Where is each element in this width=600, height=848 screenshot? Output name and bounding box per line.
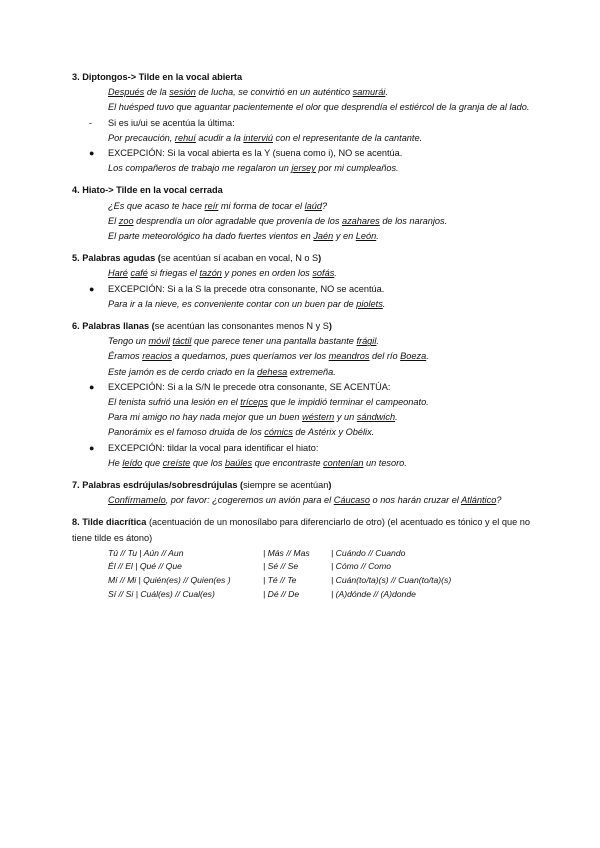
example-line: Los compañeros de trabajo me regalaron un jersey por mi cumpleaños. (108, 163, 399, 174)
section-diacritica (72, 515, 542, 601)
section-title: 4. Hiato-> Tilde en la vocal cerrada (72, 185, 223, 196)
section-title: 3. Diptongos-> Tilde en la vocal abierta (72, 72, 243, 82)
bullet-icon: ● (89, 381, 95, 392)
diacritic-table (72, 547, 542, 601)
bullet-icon: ● (89, 283, 95, 294)
diacritic-cell: | Cuándo // Cuando (331, 547, 406, 558)
section-title: 5. Palabras agudas (se acentúan sí acaban en vocal, N o S) (72, 253, 322, 264)
diacritic-cell: | (A)dónde // (A)donde (331, 588, 416, 599)
section-diptongos (72, 70, 542, 176)
example-line: Para ir a la nieve, es conveniente contar con un buen par de piolets. (108, 298, 386, 309)
example-line: El zoo desprendía un olor agradable que provenía de los azahares de los naranjos. (108, 215, 448, 226)
example-line: Después de la sesión de lucha, se convirtió en un auténtico samurái. (108, 87, 388, 98)
bullet-icon: ● (89, 442, 95, 453)
diacritic-cell: Él // El | Qué // Que (108, 561, 182, 572)
rule-item: - Si es iu/ui se acentúa la última: (72, 116, 542, 131)
exception-item: ● EXCEPCIÓN: Si a la S/N le precede otra consonante, SE ACENTÚA: (72, 380, 542, 395)
section-agudas (72, 251, 542, 312)
section-title: 7. Palabras esdrújulas/sobresdrújulas (siempre se acentúan) (72, 480, 332, 491)
example-line: El tenista sufrió una lesión en el tríceps que le impidió terminar el campeonato. (108, 397, 429, 408)
example-line: El parte meteorológico ha dado fuertes vientos en Jaén y en León. (108, 231, 379, 242)
diacritic-cell: Sí // Si | Cuál(es) // Cual(es) (108, 588, 215, 599)
diacritic-cell: | Sé // Se (263, 561, 299, 572)
diacritic-cell: Tú // Tu | Aún // Aun (108, 547, 184, 558)
exception-item: ● EXCEPCIÓN: Si la vocal abierta es la Y (suena como i), NO se acentúa. (72, 146, 542, 161)
example-line: Tengo un móvil táctil que parece tener una pantalla bastante frágil. (108, 336, 379, 347)
diacritic-cell: | Té // Te (263, 575, 297, 586)
example-line: Haré café si friegas el tazón y pones en orden los sofás. (108, 268, 337, 279)
diacritic-cell: | Cuán(to/ta)(s) // Cuan(to/ta)(s) (331, 575, 452, 586)
section-title: 8. Tilde diacrítica (acentuación de un monosílabo para diferenciarlo de otro) (el acentuado es tónico y el que no tiene tilde es átono) (72, 517, 530, 543)
bullet-icon: ● (89, 148, 95, 159)
exception-item: ● EXCEPCIÓN: Si a la S la precede otra consonante, NO se acentúa. (72, 282, 542, 297)
diacritic-cell: | Más // Mas (263, 547, 310, 558)
section-llanas (72, 319, 542, 471)
example-line: El huésped tuvo que aguantar pacientemente el olor que desprendía el estiércol de la granja de al lado. (108, 102, 530, 113)
example-line: Para mi amigo no hay nada mejor que un buen wéstern y un sándwich. (108, 412, 398, 423)
diacritic-cell: | Dé // De (263, 588, 300, 599)
diacritic-cell: Mí // Mi | Quién(es) // Quien(es ) (108, 575, 231, 586)
example-line: Confírmamelo, por favor: ¿cogeremos un avión para el Cáucaso o nos harán cruzar el Atlántico? (108, 495, 502, 506)
example-line: Por precaución, rehuí acudir a la interviú con el representante de la cantante. (108, 132, 423, 143)
example-line: ¿Es que acaso te hace reír mi forma de tocar el laúd? (108, 200, 328, 211)
exception-item: ● EXCEPCIÓN: tildar la vocal para identificar el hiato: (72, 441, 542, 456)
section-esdrujulas (72, 478, 542, 508)
example-line: Panorámix es el famoso druida de los cómics de Astérix y Obélix. (108, 427, 375, 438)
dash-marker: - (89, 117, 93, 128)
section-title: 6. Palabras llanas (se acentúan las consonantes menos N y S) (72, 321, 332, 332)
example-line: Éramos reacios a quedarnos, pues queríamos ver los meandros del río Boeza. (108, 351, 429, 362)
example-line: He leído que creíste que los baúles que encontraste contenían un tesoro. (108, 457, 407, 468)
document-page (72, 70, 542, 608)
section-hiato (72, 183, 542, 244)
diacritic-cell: | Cómo // Como (331, 561, 392, 572)
example-line: Este jamón es de cerdo criado en la dehesa extremeña. (108, 366, 336, 377)
